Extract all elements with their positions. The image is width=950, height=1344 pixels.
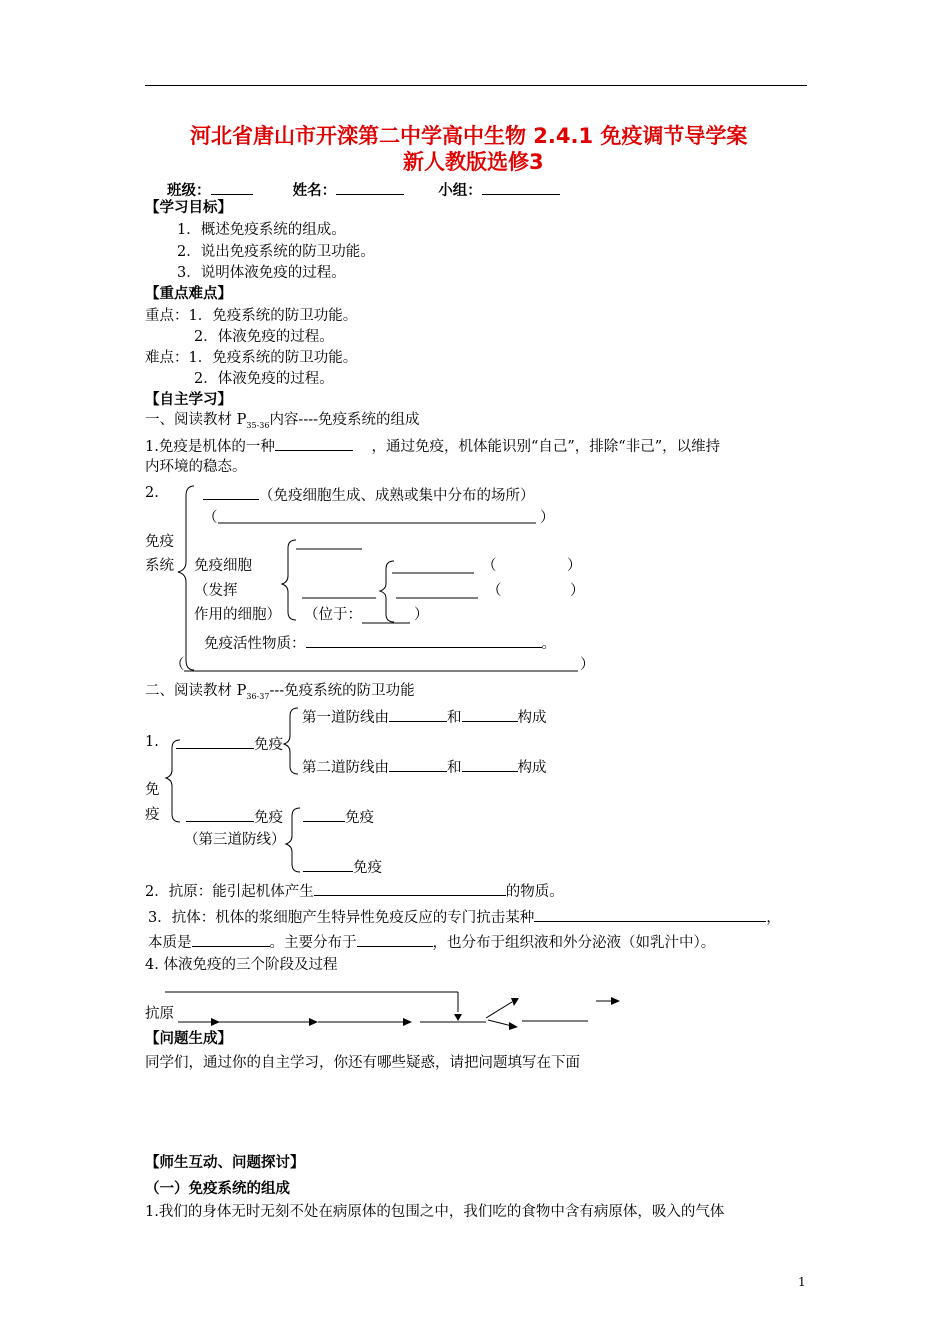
page-number: 1	[798, 1275, 806, 1289]
q1-text-b: ，通过免疫，机体能识别“自己”，排除“非己”，以维持	[371, 439, 721, 455]
yi-char: 疫	[145, 807, 160, 823]
nonspecific-brace	[284, 708, 298, 774]
arrowhead	[509, 1022, 518, 1030]
ab-b: 本质是	[148, 935, 192, 951]
goal-item: 2．说出免疫系统的防卫功能。	[177, 244, 375, 260]
flow-branch-down	[488, 1020, 512, 1026]
problem-text: 同学们，通过你的自主学习，你还有哪些疑惑，请把问题填写在下面	[145, 1055, 580, 1071]
q1-text-a: 1.免疫是机体的一种	[145, 439, 275, 455]
self-study-heading: 【自主学习】	[145, 392, 232, 408]
difficulty-1: 难点：1．免疫系统的防卫功能。	[145, 350, 358, 366]
line2-b: 和	[447, 760, 462, 776]
sec2-pre: 二、阅读教材 P	[145, 683, 247, 699]
paren-open: （	[487, 583, 502, 599]
doc-title-line2: 新人教版选修3	[403, 150, 544, 174]
immune-brace	[166, 740, 180, 822]
organ-paren-open: （	[203, 510, 218, 526]
arrowhead	[309, 1018, 318, 1026]
group-label: 小组：	[438, 183, 482, 199]
third-line-label: （第三道防线）	[184, 832, 286, 848]
ab-comma: ，	[766, 910, 781, 926]
immune-word: 免疫	[254, 810, 283, 826]
doc-title-line1: 河北省唐山市开滦第二中学高中生物 2.4.1 免疫调节导学案	[190, 124, 748, 148]
paren-close: ）	[567, 558, 582, 574]
line2-a: 第二道防线由	[302, 760, 389, 776]
discussion-paragraph: 1.我们的身体无时无刻不处在病原体的包围之中，我们吃的食物中含有病原体，吸入的气体	[145, 1204, 725, 1220]
q-number-1: 1.	[145, 734, 159, 750]
discussion-heading: 【师生互动、问题探讨】	[145, 1155, 305, 1171]
location-label: （位于：	[304, 607, 362, 623]
arrowhead	[511, 998, 519, 1006]
paren-open: （	[482, 558, 497, 574]
paren-close: ）	[414, 607, 429, 623]
mian-char: 免	[145, 782, 160, 798]
flow-branch-up	[486, 1002, 512, 1018]
immune-word: 免疫	[254, 737, 283, 753]
antigen-q-b: 的物质。	[505, 884, 564, 900]
organ-note: （免疫细胞生成、成熟或集中分布的场所）	[259, 488, 535, 504]
goal-item: 1．概述免疫系统的组成。	[177, 222, 346, 238]
ab-d: 布于	[327, 935, 357, 951]
name-label: 姓名：	[292, 183, 337, 199]
arrowhead	[454, 1014, 462, 1021]
arrowhead	[611, 997, 620, 1005]
sec1-post: 内容----免疫系统的组成	[269, 412, 420, 428]
ab-c: 。主要分	[269, 935, 328, 951]
ab-a: 3．抗体：机体的浆细胞产生特异性免疫反应的专门抗击某种	[148, 910, 535, 926]
outer-paren-close: ）	[580, 657, 595, 673]
antigen-q-a: 2．抗原：能引起机体产生	[145, 884, 314, 900]
organ-paren-close: ）	[540, 510, 555, 526]
active-dot: 。	[541, 636, 556, 652]
paren-close: ）	[570, 583, 585, 599]
key-point-2: 2．体液免疫的过程。	[194, 329, 334, 345]
key-heading: 【重点难点】	[145, 286, 232, 302]
system-label-1: 免疫	[145, 534, 174, 550]
line1-a: 第一道防线由	[302, 710, 389, 726]
immune-word: 免疫	[353, 860, 382, 876]
goals-heading: 【学习目标】	[145, 200, 232, 216]
line1-c: 构成	[517, 710, 547, 726]
key-point-1: 重点：1．免疫系统的防卫功能。	[145, 308, 358, 324]
line1-b: 和	[447, 710, 462, 726]
outer-paren-open: （	[170, 657, 185, 673]
lymph-brace	[380, 561, 394, 622]
arrowhead	[403, 1018, 412, 1026]
specific-brace	[286, 808, 300, 872]
q2-number: 2.	[145, 485, 159, 501]
discussion-subheading: （一）免疫系统的组成	[145, 1181, 290, 1197]
cell-label-2: （发挥	[194, 583, 238, 599]
system-brace	[178, 486, 194, 670]
antigen-start-label: 抗原	[145, 1006, 174, 1022]
cell-label-1: 免疫细胞	[194, 558, 252, 574]
question-1-cont: 内环境的稳态。	[145, 459, 247, 475]
problem-heading: 【问题生成】	[145, 1031, 232, 1047]
arrowhead	[211, 1018, 220, 1026]
system-label-2: 系统	[145, 558, 174, 574]
humoral-question: 4. 体液免疫的三个阶段及过程	[145, 957, 338, 973]
cell-label-3: 作用的细胞）	[194, 607, 281, 623]
goal-item: 3．说明体液免疫的过程。	[177, 265, 346, 281]
sec2-sub: 36-37	[246, 691, 270, 701]
active-label: 免疫活性物质：	[204, 636, 306, 652]
ab-e: ，也分布于组织液和外分泌液（如乳汁中）。	[432, 935, 716, 951]
class-label: 班级：	[167, 183, 211, 199]
difficulty-2: 2．体液免疫的过程。	[194, 371, 334, 387]
sec2-post: ---免疫系统的防卫功能	[269, 683, 415, 699]
sec1-pre: 一、阅读教材 P	[145, 412, 247, 428]
sec1-sub: 35-36	[246, 420, 270, 430]
immune-word: 免疫	[345, 810, 374, 826]
line2-c: 构成	[517, 760, 547, 776]
cells-brace	[282, 540, 296, 620]
